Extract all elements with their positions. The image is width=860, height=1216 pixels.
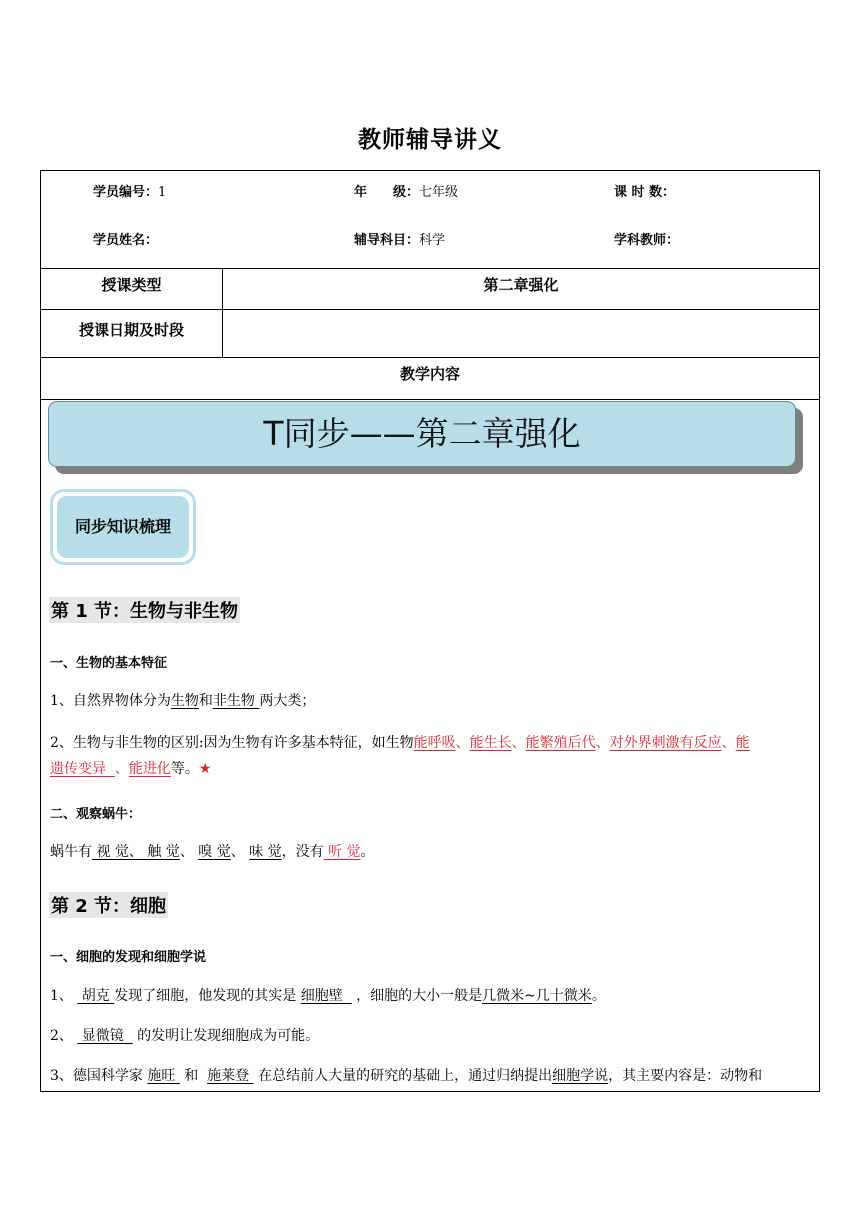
teaching-content-label: 教学内容 <box>399 365 460 383</box>
subject-teacher: 学科教师： <box>614 233 680 248</box>
lesson-date-label: 授课日期及时段 <box>78 321 184 339</box>
lesson-type-value: 第二章强化 <box>483 276 559 294</box>
section-1-heading-1: 一、生物的基本特征 <box>50 656 168 671</box>
section-1-paragraph-3: 蜗牛有 视 觉、 触 觉、 嗅 觉、 味 觉，没有 听 觉。 <box>50 844 375 860</box>
table-divider <box>41 268 819 269</box>
section-1-paragraph-2: 2、生物与非生物的区别:因为生物有许多基本特征，如生物能呼吸、能生长、能繁殖后代、对外界刺激有反应、能 遗传变异 、能进化等。★ <box>50 735 750 777</box>
section-2-paragraph-2: 2、 显微镜 的发明让发现细胞成为可能。 <box>50 1028 320 1044</box>
document-title: 教师辅导讲义 <box>358 127 502 153</box>
subject: 辅导科目：科学 <box>354 233 446 248</box>
table-divider <box>41 357 819 358</box>
lesson-type-label: 授课类型 <box>101 276 162 294</box>
lesson-banner: T同步——第二章强化 <box>48 401 796 467</box>
table-divider <box>41 399 819 400</box>
class-hours: 课 时 数： <box>614 185 676 200</box>
section-1-paragraph-1: 1、自然界物体分为生物和非生物 两大类； <box>50 693 316 709</box>
table-divider <box>41 309 819 310</box>
section-1-title: 第 1 节：生物与非生物 <box>49 597 240 623</box>
student-name: 学员姓名： <box>93 233 159 248</box>
section-badge <box>50 489 196 565</box>
section-2-paragraph-1: 1、 胡克 发现了细胞，他发现的其实是 细胞壁 ，细胞的大小一般是几微米~几十微米。 <box>50 988 606 1004</box>
student-number: 学员编号：1 <box>93 185 167 200</box>
grade: 年 级：七年级 <box>354 185 459 200</box>
lesson-table <box>40 170 820 1092</box>
section-2-paragraph-3: 3、德国科学家 施旺 和 施莱登 在总结前人大量的研究的基础上，通过归纳提出细胞学说，其主要内容是：动物和 <box>50 1068 763 1084</box>
section-2-heading-1: 一、细胞的发现和细胞学说 <box>50 950 207 965</box>
star-icon: ★ <box>198 761 212 777</box>
section-2-title: 第 2 节：细胞 <box>49 892 168 918</box>
section-1-heading-2: 二、观察蜗牛： <box>50 807 142 822</box>
section-badge-label: 同步知识梳理 <box>57 496 189 558</box>
